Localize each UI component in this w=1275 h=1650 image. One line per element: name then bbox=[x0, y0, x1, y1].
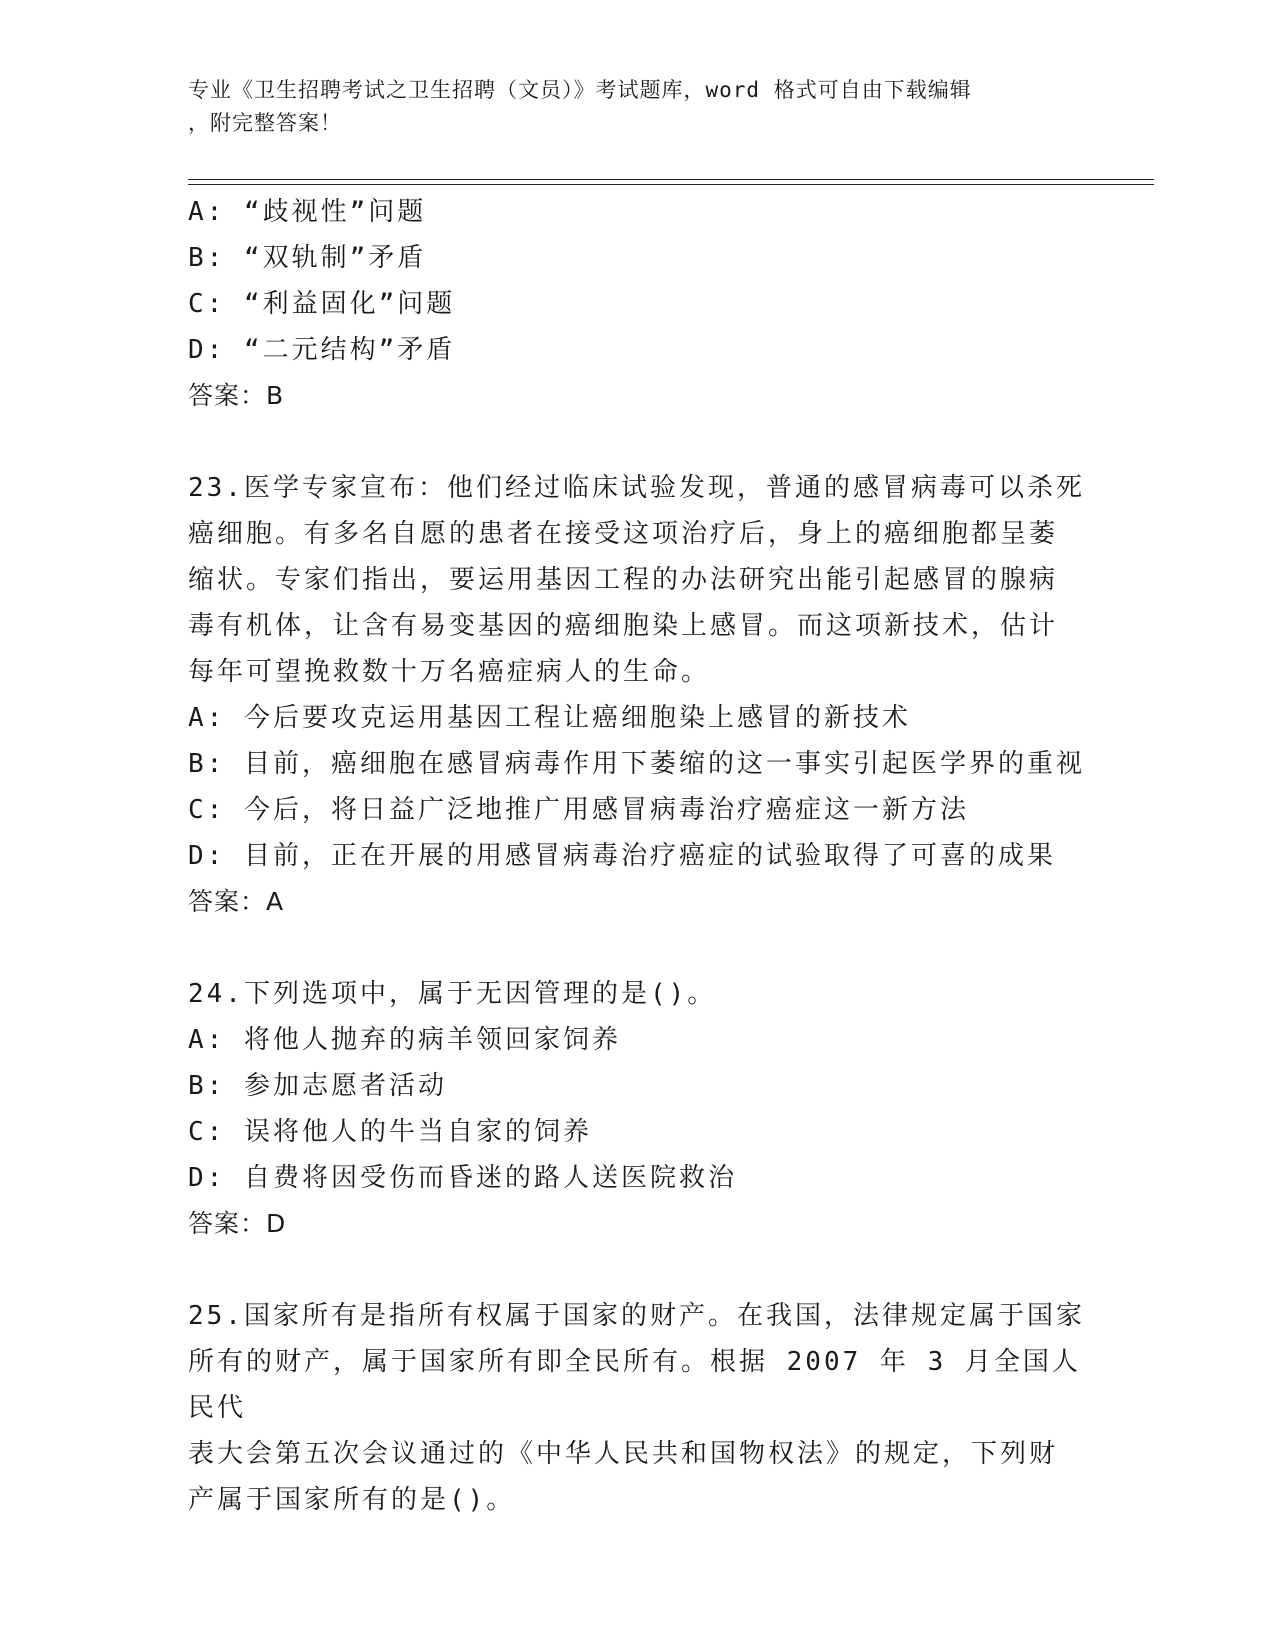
header-divider-top bbox=[188, 179, 1154, 180]
question-content bbox=[188, 189, 1088, 1523]
option-d: D: 自费将因受伤而昏迷的路人送医院救治 bbox=[188, 1163, 737, 1193]
spacer bbox=[188, 925, 1088, 971]
question-stem-line: 表大会第五次会议通过的《中华人民共和国物权法》的规定，下列财 bbox=[188, 1439, 1059, 1469]
answer: 答案：B bbox=[188, 381, 285, 410]
header-line-2: ，附完整答案！ bbox=[188, 111, 342, 135]
option-c: C: “利益固化”问题 bbox=[188, 289, 456, 319]
question-23 bbox=[188, 465, 1088, 925]
question-stem-line: 癌细胞。有多名自愿的患者在接受这项治疗后，身上的癌细胞都呈萎 bbox=[188, 519, 1059, 549]
question-stem-line: 23.医学专家宣布：他们经过临床试验发现，普通的感冒病毒可以杀死 bbox=[188, 473, 1085, 503]
document-header bbox=[188, 74, 1068, 140]
question-22 bbox=[188, 189, 1088, 419]
option-a: A: 今后要攻克运用基因工程让癌细胞染上感冒的新技术 bbox=[188, 703, 911, 733]
question-24 bbox=[188, 971, 1088, 1247]
header-divider-bottom bbox=[188, 184, 1154, 185]
question-stem-line: 所有的财产，属于国家所有即全民所有。根据 2007 年 3 月全国人民代 bbox=[188, 1347, 1081, 1423]
question-stem-line: 产属于国家所有的是()。 bbox=[188, 1485, 516, 1515]
option-b: B: “双轨制”矛盾 bbox=[188, 243, 427, 273]
question-stem-line: 24.下列选项中，属于无因管理的是()。 bbox=[188, 979, 717, 1009]
option-b: B: 目前，癌细胞在感冒病毒作用下萎缩的这一事实引起医学界的重视 bbox=[188, 749, 1085, 779]
option-b: B: 参加志愿者活动 bbox=[188, 1071, 447, 1101]
option-c: C: 今后，将日益广泛地推广用感冒病毒治疗癌症这一新方法 bbox=[188, 795, 969, 825]
header-line-1: 专业《卫生招聘考试之卫生招聘（文员）》考试题库，word 格式可自由下载编辑 bbox=[188, 78, 972, 102]
option-d: D: “二元结构”矛盾 bbox=[188, 335, 456, 365]
question-stem-line: 每年可望挽救数十万名癌症病人的生命。 bbox=[188, 657, 711, 687]
option-c: C: 误将他人的牛当自家的饲养 bbox=[188, 1117, 592, 1147]
question-stem-line: 25.国家所有是指所有权属于国家的财产。在我国，法律规定属于国家 bbox=[188, 1301, 1085, 1331]
answer: 答案：A bbox=[188, 887, 285, 916]
option-d: D: 目前，正在开展的用感冒病毒治疗癌症的试验取得了可喜的成果 bbox=[188, 841, 1056, 871]
option-a: A: “歧视性”问题 bbox=[188, 197, 427, 227]
spacer bbox=[188, 1247, 1088, 1293]
question-stem-line: 毒有机体，让含有易变基因的癌细胞染上感冒。而这项新技术，估计 bbox=[188, 611, 1059, 641]
question-stem-line: 缩状。专家们指出，要运用基因工程的办法研究出能引起感冒的腺病 bbox=[188, 565, 1059, 595]
spacer bbox=[188, 419, 1088, 465]
option-a: A: 将他人抛弃的病羊领回家饲养 bbox=[188, 1025, 621, 1055]
answer: 答案：D bbox=[188, 1209, 287, 1238]
question-25 bbox=[188, 1293, 1088, 1523]
